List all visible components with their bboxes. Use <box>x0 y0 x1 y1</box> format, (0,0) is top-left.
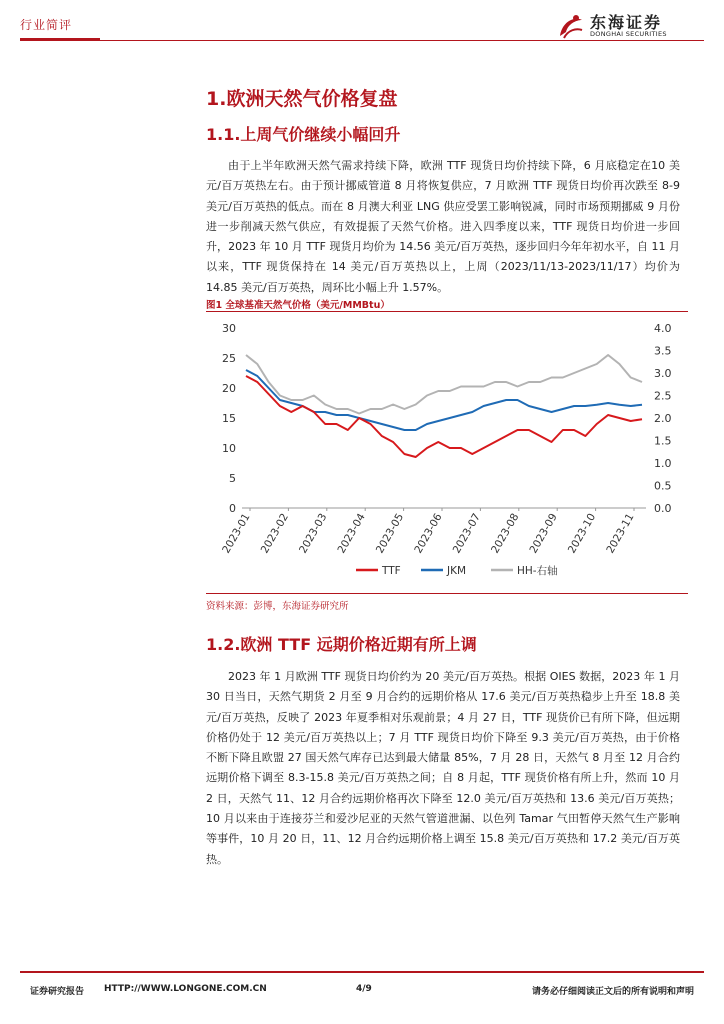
legend-label: TTF <box>382 565 401 577</box>
y-right-tick-label: 3.0 <box>654 367 672 380</box>
y-left-tick-label: 0 <box>229 502 236 515</box>
y-left-tick-label: 15 <box>222 412 236 425</box>
y-right-tick-label: 0.5 <box>654 479 672 493</box>
logo-mark-icon <box>554 10 586 42</box>
y-left-tick-label: 30 <box>222 322 236 335</box>
section-1-1-paragraph: 由于上半年欧洲天然气需求持续下降，欧洲 TTF 现货日均价持续下降，6 月底稳定在10 美元/百万英热左右。由于预计挪威管道 8 月将恢复供应，7 月欧洲 TTF 现货日均价再次跌至 8-9 美元/百万英热的低点。而在 8 月澳大利亚 LNG 供应受罢工影响锐减，同时市场预期挪威 9 月份进一步削减天然气供应，有效提振了天然气价格。进入四季度以来，TTF 现货日均价进一步回升，2023 年 10 月 TTF 现货月均价为 14.56 美元/百万英热，逐步回归今年年初水平，自 11 月以来，TTF 现货保持在 14 美元/百万英热以上，上周（2023/11/13-2023/11/17）均价为 14.85 美元/百万英热，周环比小幅上升 1.57%。 <box>206 159 680 294</box>
y-right-tick-label: 0.0 <box>654 502 672 515</box>
series-line-TTF <box>246 376 642 457</box>
footer-disclaimer: 请务必仔细阅读正文后的所有说明和声明 <box>531 987 694 997</box>
footer-page-number: 4/9 <box>356 984 372 994</box>
figure-bottom-rule <box>206 593 688 594</box>
legend-label: HH-右轴 <box>517 565 558 577</box>
figure-1-source: 资料来源：彭博，东海证券研究所 <box>206 601 349 612</box>
series-line-JKM <box>246 370 642 430</box>
x-tick-label: 2023-10 <box>565 511 599 556</box>
y-left-tick-label: 10 <box>222 442 236 455</box>
y-right-tick-label: 4.0 <box>654 322 672 335</box>
y-right-tick-label: 1.5 <box>654 434 672 448</box>
price-chart <box>206 312 688 592</box>
x-tick-label: 2023-01 <box>220 511 253 556</box>
section-1-2-title: 1.2.欧洲 TTF 远期价格近期有所上调 <box>206 635 477 654</box>
x-tick-label: 2023-02 <box>258 511 291 556</box>
company-logo <box>554 10 704 42</box>
y-left-tick-label: 5 <box>229 472 236 485</box>
logo-text-cn: 东海证券 <box>590 13 663 32</box>
y-right-tick-label: 2.5 <box>654 389 672 403</box>
y-left-tick-label: 25 <box>222 352 236 365</box>
x-tick-label: 2023-03 <box>297 511 330 556</box>
section-1-2-paragraph: 2023 年 1 月欧洲 TTF 现货日均价约为 20 美元/百万英热。根据 OIES 数据，2023 年 1 月 30 日当日，天然气期货 2 月至 9 月合约的远期价格从 17.6 美元/百万英热稳步上升至 18.8 美元/百万英热，反映了 2023 年夏季相对乐观前景；4 月 27 日，TTF 现货价已有所下降，但远期价格仍处于 12 美元/百万英热以上；7 月 TTF 现货日均价下降至 9.3 美元/百万英热，由于价格不断下降且欧盟 27 国天然气库存已达到最大储量 85%，7 月 28 日，天然气 8 月至 12 月合约远期价格下调至 8.3-15.8 美元/百万英热之间；自 8 月起，TTF 现货价格有所上升，然而 10 月 2 日，天然气 11、12 月合约远期价格再次下降至 12.0 美元/百万英热和 13.6 美元/百万英热；10 月以来由于连接芬兰和爱沙尼亚的天然气管道泄漏、以色列 Tamar 气田暂停天然气生产影响等事件，10 月 20 日，11、12 月合约远期价格上调至 15.8 美元/百万英热和 17.2 美元/百万英热。 <box>206 670 680 866</box>
y-right-tick-label: 1.0 <box>654 457 672 470</box>
x-tick-label: 2023-04 <box>335 511 368 556</box>
logo-text-en: DONGHAI SECURITIES <box>590 30 667 38</box>
series-line-HH-右轴 <box>246 355 642 414</box>
x-tick-label: 2023-05 <box>373 511 407 556</box>
legend-label: JKM <box>447 565 467 577</box>
footer-url-link[interactable]: HTTP://WWW.LONGONE.COM.CN <box>104 984 267 994</box>
x-tick-label: 2023-09 <box>527 511 560 556</box>
footer-divider <box>20 971 704 973</box>
x-tick-label: 2023-11 <box>604 511 637 556</box>
section-1-title: 1.欧洲天然气价格复盘 <box>206 88 398 110</box>
footer-report-type: 证券研究报告 <box>30 987 85 997</box>
figure-1-title: 图1 全球基准天然气价格（美元/MMBtu） <box>206 300 390 311</box>
y-left-tick-label: 20 <box>222 382 236 395</box>
x-tick-label: 2023-08 <box>489 511 522 556</box>
y-right-tick-label: 3.5 <box>654 344 672 358</box>
x-tick-label: 2023-06 <box>412 511 445 556</box>
page-header <box>20 14 704 44</box>
x-tick-label: 2023-07 <box>450 511 483 556</box>
y-right-tick-label: 2.0 <box>654 412 672 425</box>
section-1-1-title: 1.1.上周气价继续小幅回升 <box>206 125 401 144</box>
figure-1-chart <box>206 312 688 592</box>
header-tag: 行业简评 <box>20 18 73 32</box>
